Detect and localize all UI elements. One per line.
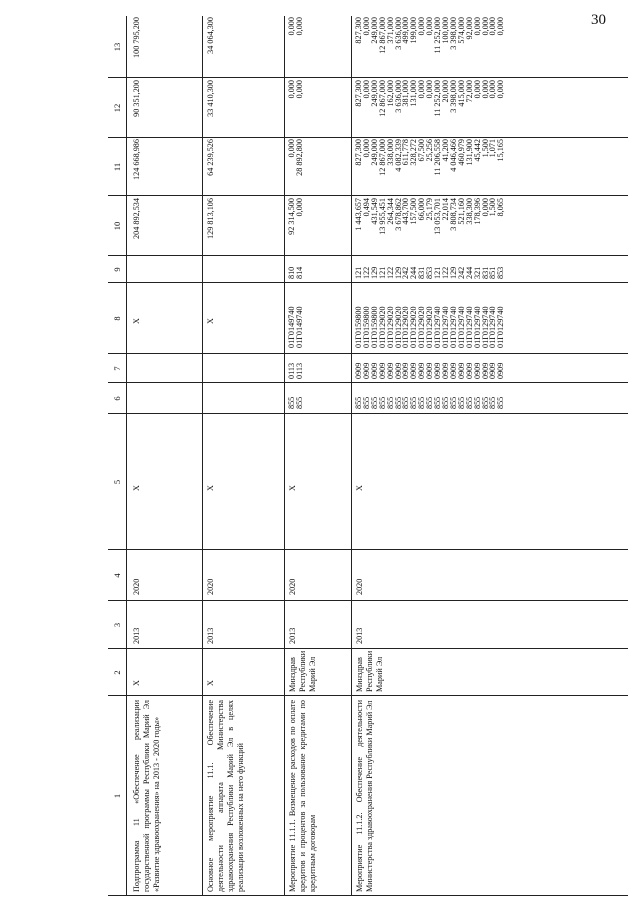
header-col-5: 5 xyxy=(112,479,122,485)
row4-start-year: 2013 xyxy=(355,627,364,644)
page-number: 30 xyxy=(591,12,606,28)
header-col-2: 2 xyxy=(112,670,122,675)
row3-col5: X xyxy=(288,485,297,491)
budget-table xyxy=(108,16,628,896)
row2-col10: 129 813,106 xyxy=(206,198,215,239)
row1-col12: 90 351,200 xyxy=(132,80,141,117)
row4-col11: 827,300 0,000 249,000 12 867,000 338,000 4 082,339 611,778 328,272 67,500 25,256 11 206,558 41,200 4 046,466 460,979 131,900 45,442 1,500 1,071 15,165 xyxy=(354,139,506,176)
measure-11-1-2-name: Мероприятие 11.1.2. Обеспечение деятельности Министерства здравоохранения Республики Марий Эл xyxy=(355,700,374,892)
header-col-1: 1 xyxy=(112,793,122,799)
row-divider xyxy=(351,16,352,896)
row4-expense-types: 121 122 129 121 122 129 242 244 831 853 121 122 129 242 244 321 831 851 853 xyxy=(354,266,506,279)
row4-target-codes: 01Г0159800 01Г0159800 01Г0159800 01Г0129020 01Г0129020 01Г0129020 01Г0129020 01Г0129020 01Г0129020 01Г0129020 01Г0129740 01Г0129740 01Г0129740 01Г0129740 01Г0129740 01Г0129740 01Г0129740 01Г0129740 01Г0129740 xyxy=(354,306,506,348)
row1-responsible: X xyxy=(132,680,141,686)
row2-responsible: X xyxy=(206,680,215,686)
row2-start-year: 2013 xyxy=(206,627,215,644)
measure-11-1-1-name: Мероприятие 11.1.1. Возмещение расходов по оплате кредитов и процентов за пользование кредитами по кредитным договорам xyxy=(288,700,317,892)
row1-col5: X xyxy=(132,485,141,491)
row4-grbs-codes: 855 855 855 855 855 855 855 855 855 855 855 855 855 855 855 855 855 855 855 xyxy=(354,396,506,409)
col-separator xyxy=(108,600,628,601)
row3-col13: 0,000 0,000 xyxy=(287,17,304,36)
row1-end-year: 2020 xyxy=(132,578,141,595)
col-separator xyxy=(108,382,628,383)
row1-start-year: 2013 xyxy=(132,627,141,644)
row1-col8: X xyxy=(132,318,141,324)
row-divider xyxy=(284,16,285,896)
row4-section-codes: 0909 0909 0909 0909 0909 0909 0909 0909 0909 0909 0909 0909 0909 0909 0909 0909 0909 0909 0909 xyxy=(354,362,506,379)
row3-section-codes: 0113 0113 xyxy=(287,362,304,379)
row2-end-year: 2020 xyxy=(206,578,215,595)
header-col-12: 12 xyxy=(112,103,122,113)
header-col-8: 8 xyxy=(112,316,122,321)
col-separator xyxy=(108,282,628,283)
row4-col12: 827,300 0,000 249,000 12 867,000 162,000 3 636,000 381,000 131,000 0,000 0,000 11 252,000 20,000 3 398,000 415,000 72,000 0,000 0,000 0,000 0,000 xyxy=(354,80,506,117)
row3-responsible: Минздрав Республики Марий Эл xyxy=(288,650,317,692)
row4-end-year: 2020 xyxy=(355,578,364,595)
row3-target-codes: 01Г0149740 01Г0149740 xyxy=(287,306,304,348)
row1-col10: 204 892,534 xyxy=(132,198,141,239)
main-measure-11-1-name: Основное мероприятие 11.1. Обеспечение деятельности аппарата Министерства здравоохранения Республики Марий Эл в целях реализации возложенных на него функций xyxy=(206,700,245,892)
header-col-4: 4 xyxy=(112,573,122,578)
row2-col5: X xyxy=(206,485,215,491)
row2-col12: 33 410,300 xyxy=(206,80,215,117)
col-separator xyxy=(108,353,628,354)
row3-col12: 0,000 0,000 xyxy=(287,80,304,99)
header-col-10: 10 xyxy=(112,221,122,231)
col-separator xyxy=(108,413,628,414)
row4-col10: 1 443,657 0,494 431,549 13 955,451 264,344 3 678,862 443,700 157,500 66,000 25,179 13 053,701 22,014 3 808,734 521,160 338,300 178,396 0,000 1,500 8,065 xyxy=(354,198,506,235)
header-col-7: 7 xyxy=(112,366,122,371)
row-divider xyxy=(202,16,203,896)
col-separator xyxy=(108,648,628,649)
row3-col10: 92 314,500 0,000 xyxy=(287,198,304,235)
row4-col5: X xyxy=(355,485,364,491)
header-col-6: 6 xyxy=(112,396,122,401)
row1-col11: 124 668,986 xyxy=(132,139,141,180)
col-separator xyxy=(108,549,628,550)
row2-col13: 34 064,300 xyxy=(206,17,215,54)
row2-col11: 64 239,526 xyxy=(206,139,215,176)
table-border-left xyxy=(108,895,628,896)
row2-col8: X xyxy=(206,318,215,324)
row3-expense-types: 810 814 xyxy=(287,266,304,279)
row3-col11: 0,000 28 892,800 xyxy=(287,139,304,176)
row3-start-year: 2013 xyxy=(288,627,297,644)
header-col-3: 3 xyxy=(112,622,122,628)
header-col-13: 13 xyxy=(112,42,122,52)
header-col-9: 9 xyxy=(112,267,122,272)
col-separator xyxy=(108,695,628,696)
row1-col13: 100 795,200 xyxy=(132,17,141,58)
row4-responsible: Минздрав Республики Марий Эл xyxy=(355,650,384,692)
row3-grbs-codes: 855 855 xyxy=(287,396,304,409)
subprogram-11-name: Подпрограмма 11 «Обеспечение реализации государственной программы Республики Марий Эл «Развитие здравоохранения» на 2013 - 2020 годы» xyxy=(132,700,161,892)
header-col-11: 11 xyxy=(112,162,122,172)
header-divider xyxy=(126,16,127,896)
row4-col13: 827,300 0,000 249,000 12 867,000 371,000 3 636,000 499,000 199,000 0,000 0,000 11 252,000 100,000 3 398,000 574,000 92,000 0,000 0,000 0,000 0,000 xyxy=(354,17,506,54)
row3-end-year: 2020 xyxy=(288,578,297,595)
